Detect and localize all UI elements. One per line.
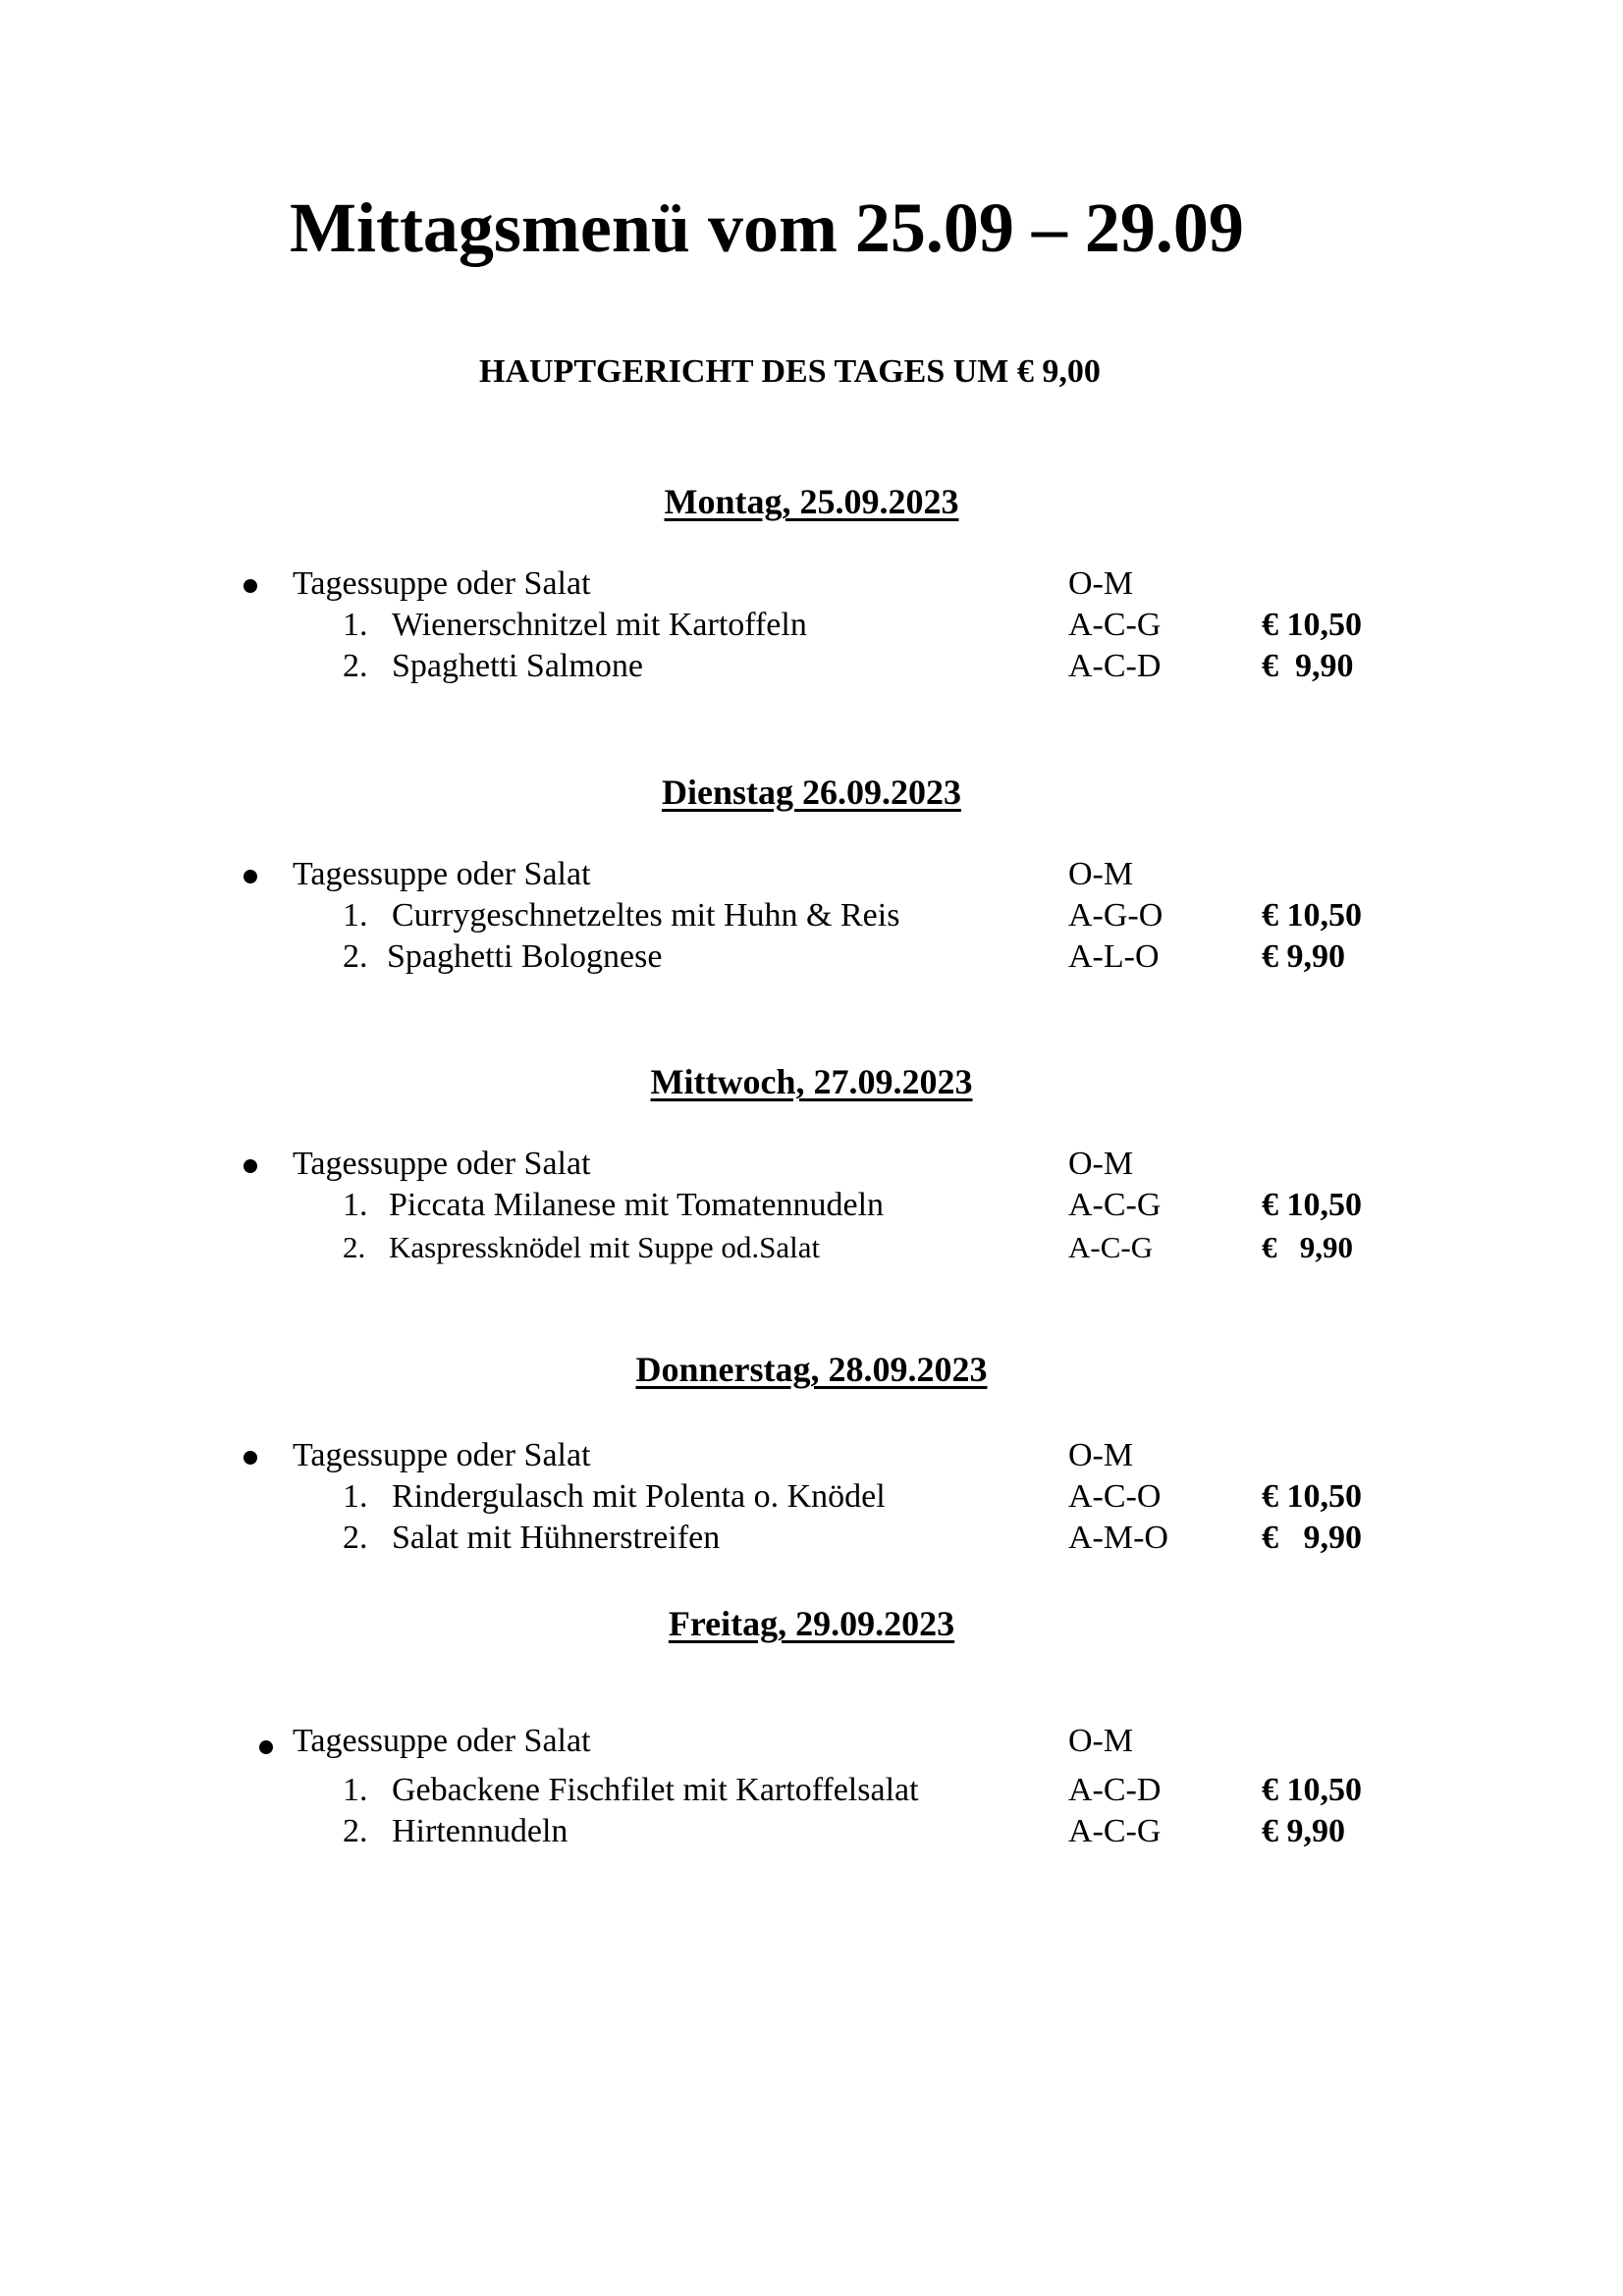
soup-label: Tagessuppe oder Salat [293,1723,591,1759]
soup-row-tuesday [0,858,1623,899]
page-title: Mittagsmenü vom 25.09 – 29.09 [290,188,1244,267]
dish-row-tuesday-2 [0,940,1623,982]
bullet-icon [243,870,257,883]
dish-name: Currygeschnetzeltes mit Huhn & Reis [392,897,900,934]
dish-row-friday-2 [0,1815,1623,1856]
soup-label: Tagessuppe oder Salat [293,565,591,602]
dish-number: 2. [343,648,368,684]
dish-name: Spaghetti Bolognese [387,938,663,975]
bullet-icon [243,579,257,593]
dish-name: Piccata Milanese mit Tomatennudeln [389,1187,885,1223]
dish-name: Spaghetti Salmone [392,648,643,684]
dish-price: € 9,90 [1262,938,1345,975]
allergen-code: A-C-G [1068,1230,1154,1264]
dish-row-wednesday-2 [0,1229,1623,1270]
dish-row-monday-1 [0,609,1623,650]
day-heading-wednesday: Mittwoch, 27.09.2023 [650,1062,973,1101]
soup-label: Tagessuppe oder Salat [293,1437,591,1473]
soup-row-wednesday [0,1148,1623,1189]
dish-row-thursday-2 [0,1522,1623,1563]
dish-row-tuesday-1 [0,899,1623,940]
soup-row-friday [0,1725,1623,1766]
dish-number: 2. [343,1230,366,1264]
soup-row-thursday [0,1439,1623,1480]
dish-name: Gebackene Fischfilet mit Kartoffelsalat [392,1772,919,1808]
dish-number: 1. [343,1187,368,1223]
allergen-code: A-M-O [1068,1520,1168,1556]
allergen-code: O-M [1068,856,1134,892]
dish-price: € 10,50 [1262,607,1362,643]
daily-main-course-price-note: HAUPTGERICHT DES TAGES UM € 9,00 [479,353,1101,390]
dish-number: 1. [343,1772,368,1808]
bullet-icon [243,1159,257,1173]
dish-price: € 9,90 [1262,1230,1353,1264]
allergen-code: A-C-D [1068,648,1162,684]
dish-number: 2. [343,938,368,975]
dish-number: 1. [343,897,368,934]
dish-price: € 9,90 [1262,1520,1362,1556]
allergen-code: O-M [1068,1146,1134,1182]
dish-name: Kaspressknödel mit Suppe od.Salat [389,1230,821,1264]
dish-number: 1. [343,1478,368,1515]
allergen-code: O-M [1068,565,1134,602]
dish-row-monday-2 [0,650,1623,691]
dish-number: 2. [343,1520,368,1556]
dish-number: 1. [343,607,368,643]
day-heading-friday: Freitag, 29.09.2023 [668,1604,955,1643]
dish-name: Rindergulasch mit Polenta o. Knödel [392,1478,886,1515]
day-heading-tuesday: Dienstag 26.09.2023 [662,773,961,812]
dish-row-thursday-1 [0,1480,1623,1522]
bullet-icon [243,1451,257,1465]
dish-row-friday-1 [0,1774,1623,1815]
dish-name: Salat mit Hühnerstreifen [392,1520,721,1556]
allergen-code: A-C-D [1068,1772,1162,1808]
dish-price: € 10,50 [1262,1187,1362,1223]
dish-name: Wienerschnitzel mit Kartoffeln [392,607,807,643]
dish-price: € 10,50 [1262,1772,1362,1808]
dish-price: € 9,90 [1262,1813,1345,1849]
allergen-code: A-G-O [1068,897,1163,934]
allergen-code: A-C-O [1068,1478,1162,1515]
dish-price: € 10,50 [1262,897,1362,934]
dish-price: € 10,50 [1262,1478,1362,1515]
allergen-code: A-L-O [1068,938,1160,975]
bullet-icon [259,1740,273,1754]
allergen-code: A-C-G [1068,1187,1162,1223]
allergen-code: A-C-G [1068,607,1162,643]
soup-label: Tagessuppe oder Salat [293,856,591,892]
allergen-code: A-C-G [1068,1813,1162,1849]
dish-row-wednesday-1 [0,1189,1623,1230]
allergen-code: O-M [1068,1437,1134,1473]
day-heading-thursday: Donnerstag, 28.09.2023 [635,1350,988,1389]
dish-name: Hirtennudeln [392,1813,568,1849]
allergen-code: O-M [1068,1723,1134,1759]
day-heading-monday: Montag, 25.09.2023 [664,482,959,521]
dish-price: € 9,90 [1262,648,1354,684]
soup-label: Tagessuppe oder Salat [293,1146,591,1182]
dish-number: 2. [343,1813,368,1849]
soup-row-monday [0,567,1623,609]
